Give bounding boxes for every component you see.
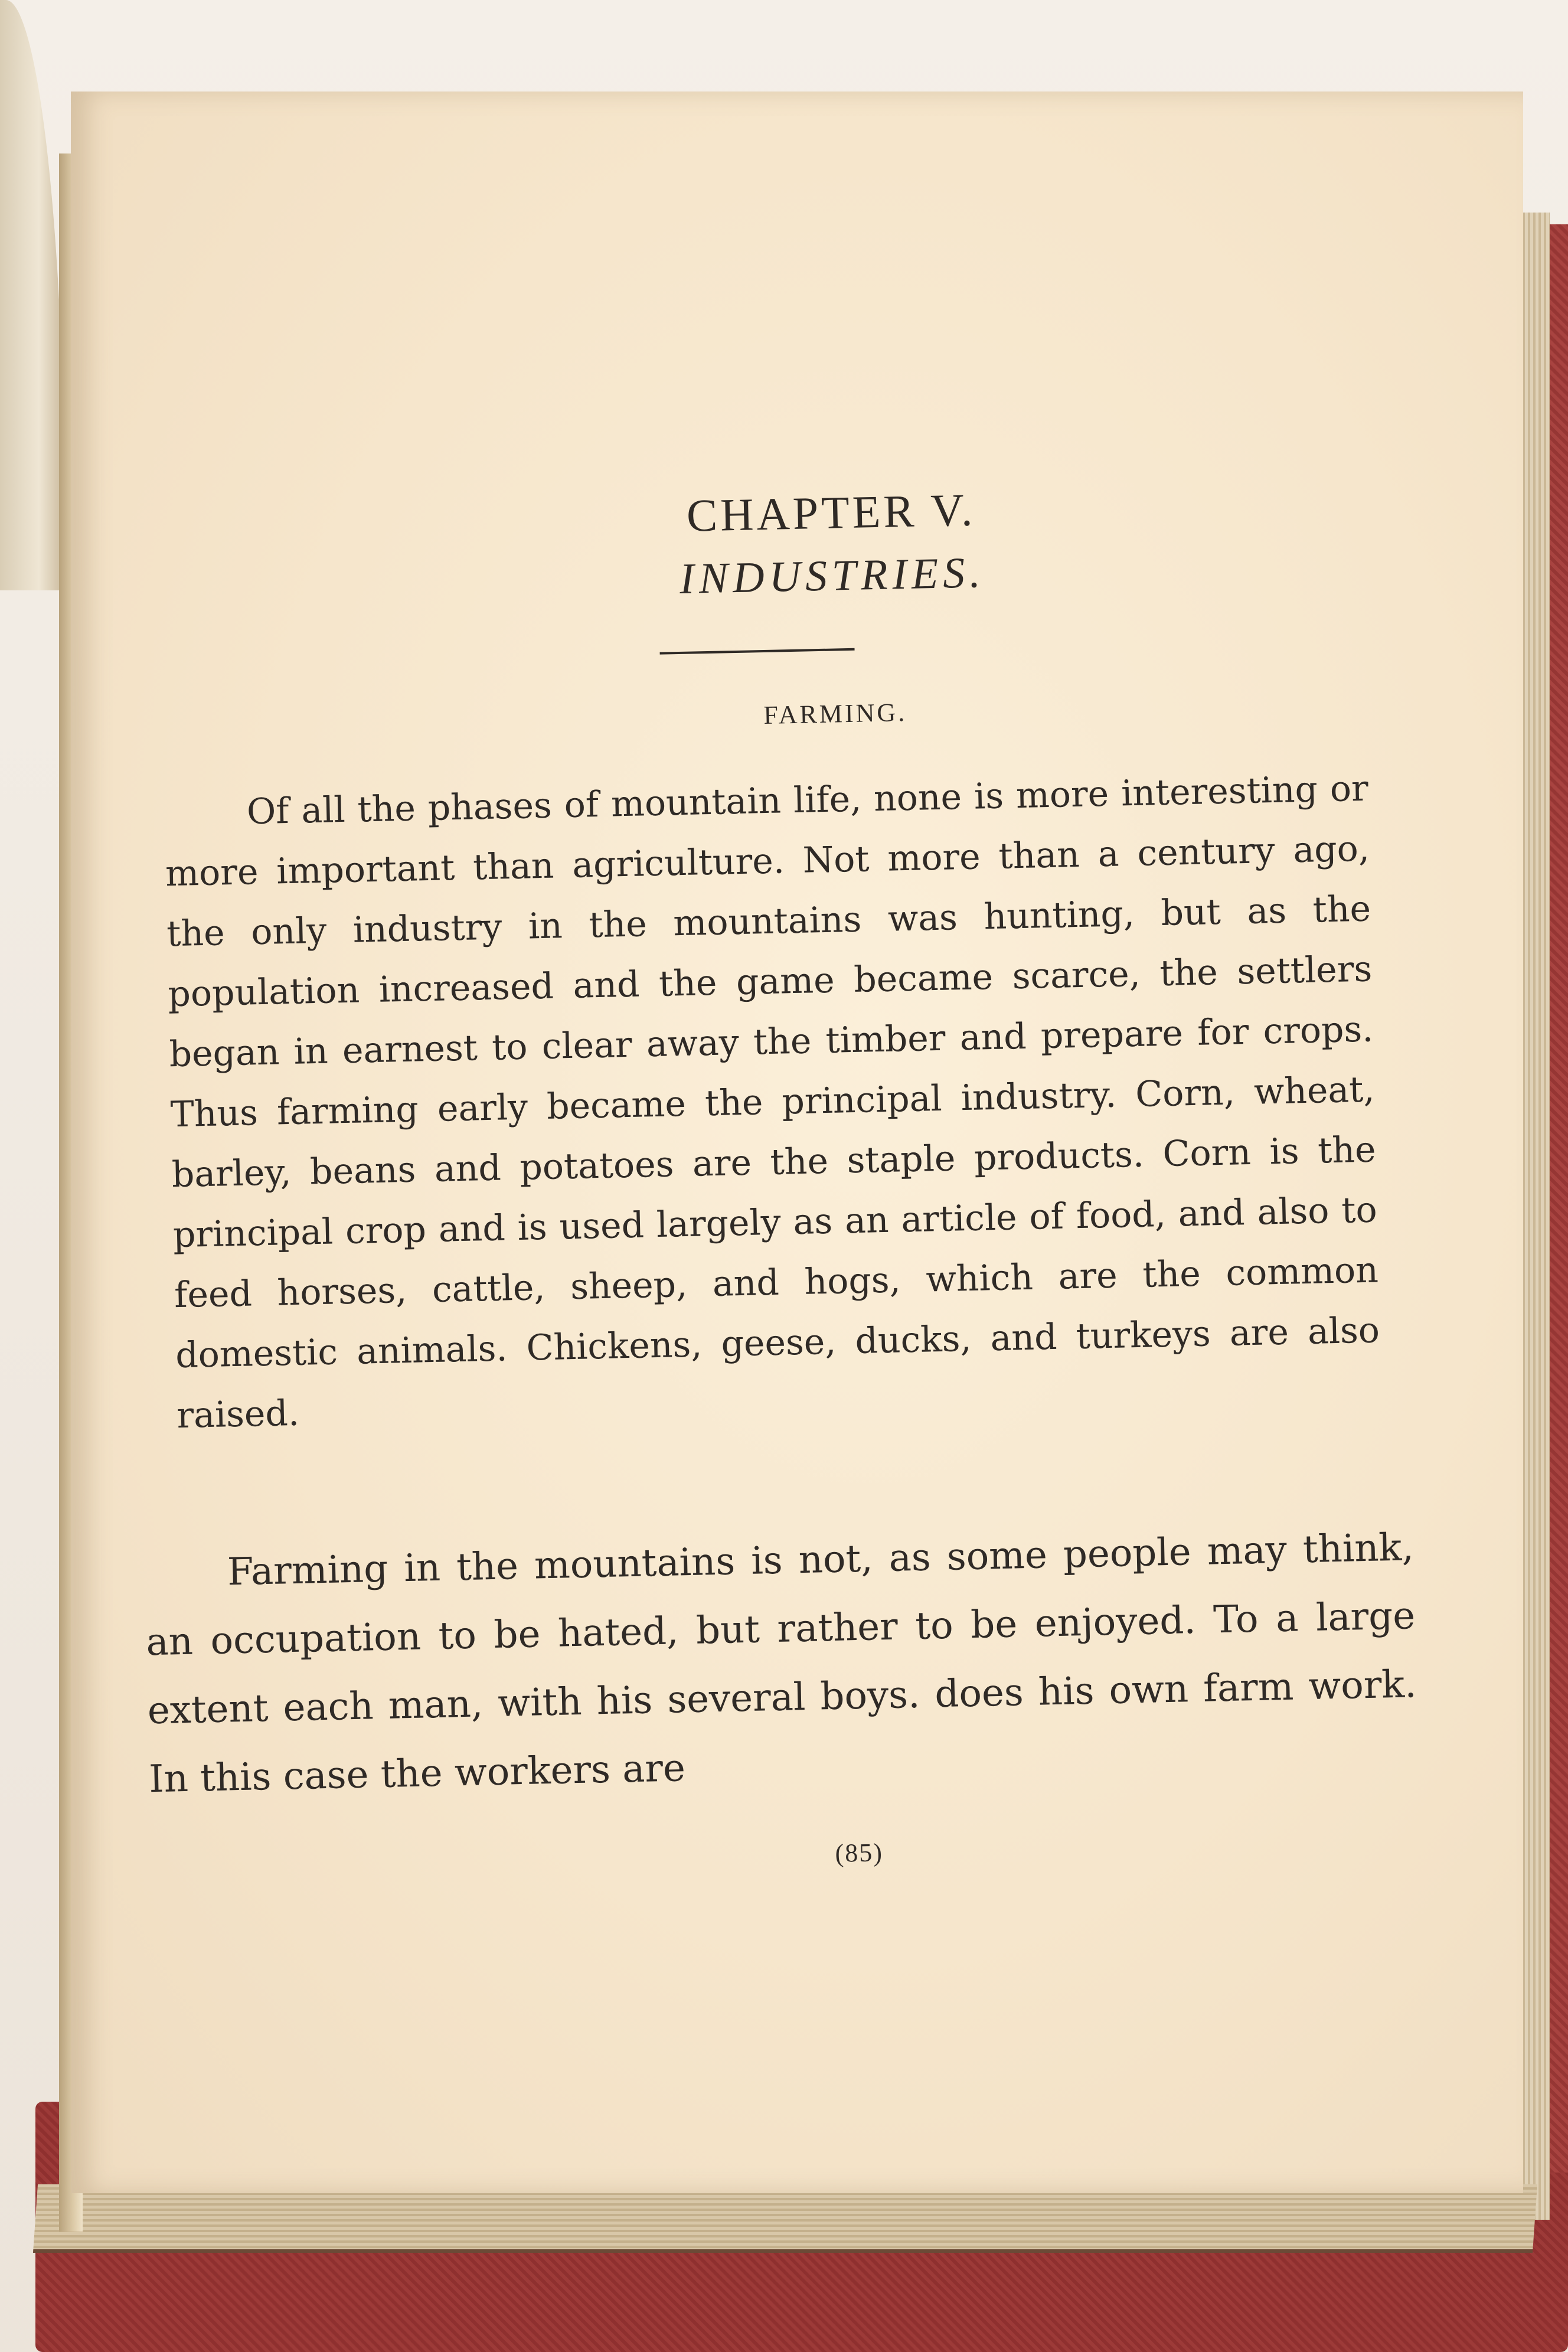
- paragraph-2-text: Farming in the mountains is not, as some people may think, an occupation to be hated, but rather to be enjoyed. To a large extent each man, with his several boys. does his own farm work. In this case the workers are: [145, 1525, 1417, 1802]
- page-content: [49, 77, 1545, 2209]
- page-number: (85): [835, 1838, 884, 1868]
- title-rule: [660, 648, 855, 655]
- paragraph-2: [144, 1513, 1419, 1814]
- paragraph-1-text: Of all the phases of mountain life, none is more interesting or more important than agriculture. Not more than a century ago, the only industry in the mountains was hunting, but as the population increased and the game became scarce, the settlers began in earnest to clear away the timber and prepare for crops. Thus farming early became the principal industry. Corn, wheat, barley, beans and potatoes are the staple products. Corn is the principal crop and is used largely as an article of food, and also to feed horses, cattle, sheep, and hogs, which are the common domestic animals. Chickens, geese, ducks, and turkeys are also raised.: [165, 767, 1380, 1437]
- chapter-heading: CHAPTER V.: [686, 484, 976, 541]
- paragraph-1: [164, 759, 1381, 1446]
- chapter-title: INDUSTRIES.: [679, 548, 986, 603]
- section-heading: FARMING.: [763, 697, 907, 730]
- book-page: [71, 92, 1523, 2193]
